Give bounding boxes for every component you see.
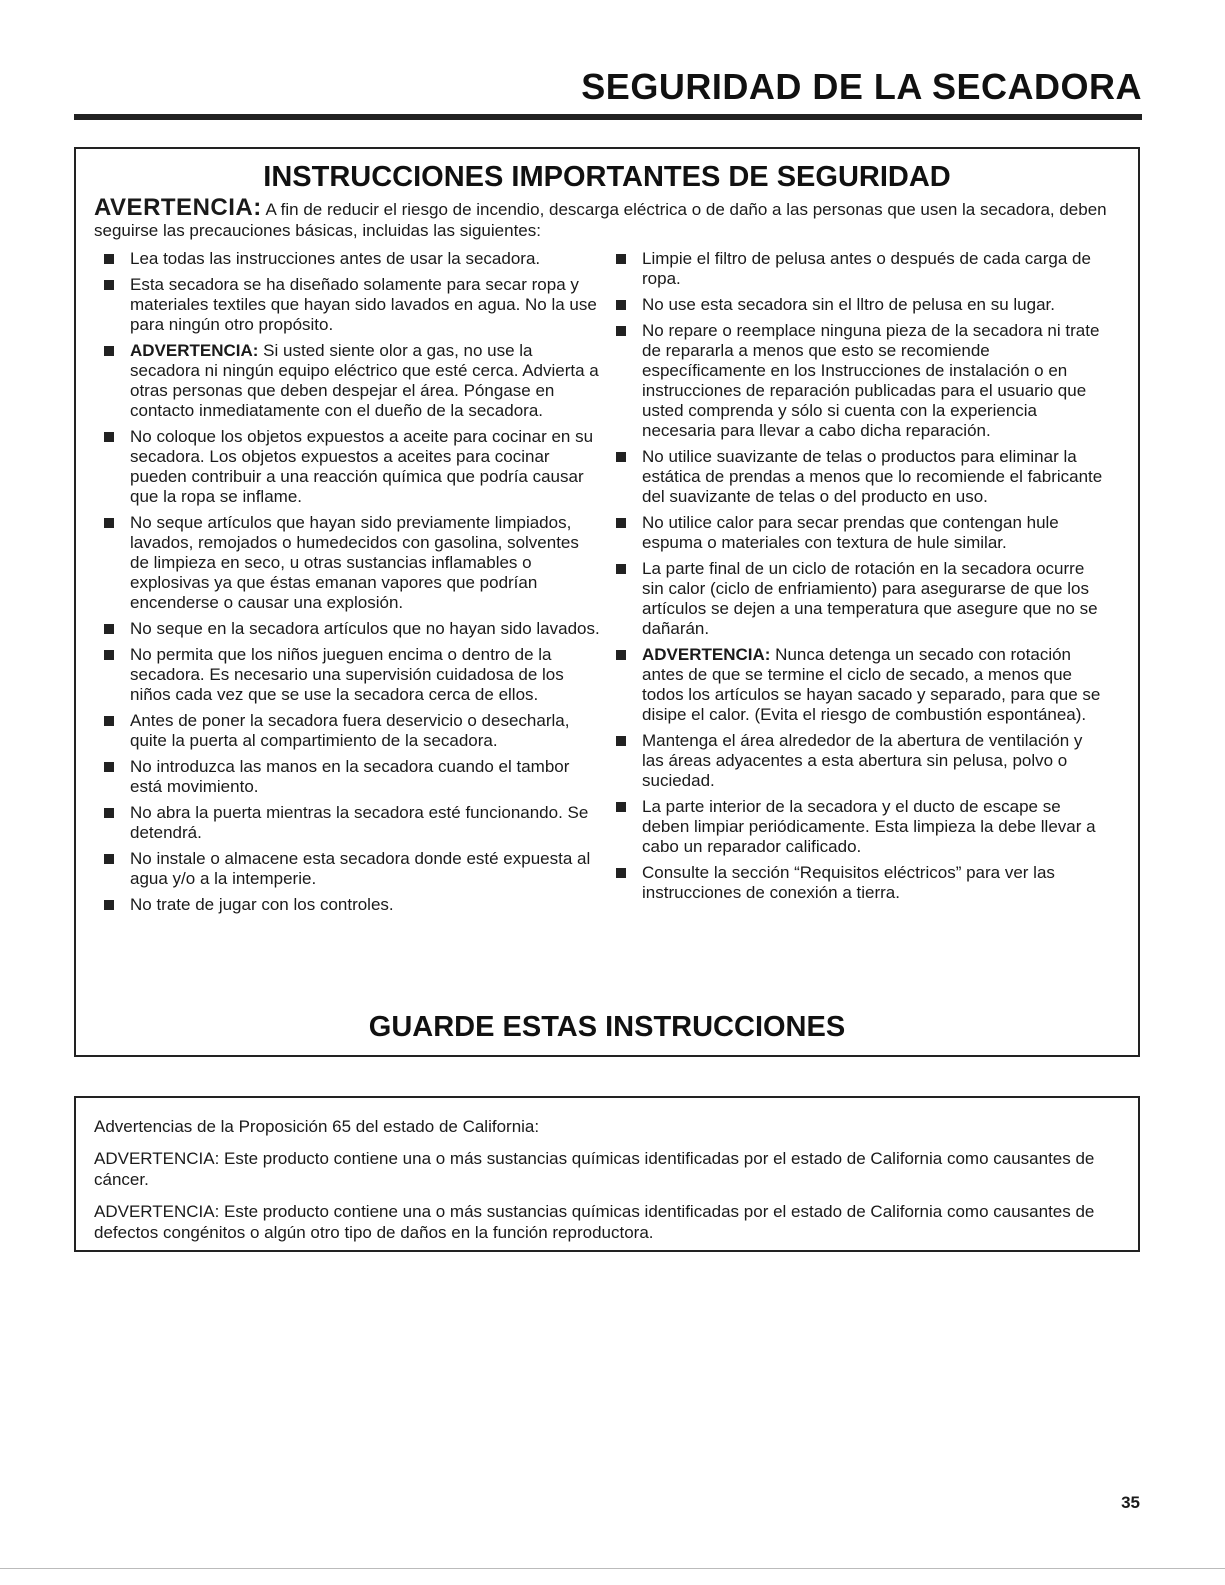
instruction-text: No abra la puerta mientras la secadora esté funcionando. Se detendrá. (130, 803, 589, 842)
instruction-text: Esta secadora se ha diseñado solamente para secar ropa y materiales textiles que hayan sido lavados en agua. No la use para ningún otro propósito. (130, 275, 597, 334)
instruction-item (104, 645, 600, 705)
instruction-text: No trate de jugar con los controles. (130, 895, 394, 914)
instruction-text: No utilice suavizante de telas o productos para eliminar la estática de prendas a menos que lo recomiende el fabricante del suavizante de telas o del producto en uso. (642, 447, 1103, 506)
instruction-item (616, 559, 1106, 639)
instruction-item (104, 619, 600, 639)
instruction-text: La parte final de un ciclo de rotación en la secadora ocurre sin calor (ciclo de enfriamiento) para asegurarse de que los artículos se dejen a una temperatura que asegure que no se dañarán. (642, 559, 1098, 638)
instruction-text: Si usted siente olor a gas, no use la secadora ni ningún equipo eléctrico que esté cerca. Advierta a otras personas que deben despejar el área. Póngase en contacto inmediatamente con el dueño de la secadora. (130, 341, 599, 420)
instruction-item (616, 731, 1106, 791)
instruction-text: La parte interior de la secadora y el ducto de escape se deben limpiar periódicamente. Esta limpieza la debe llevar a cabo un reparador calificado. (642, 797, 1096, 856)
instruction-item (104, 275, 600, 335)
instruction-item (104, 757, 600, 797)
instruction-item (616, 797, 1106, 857)
instruction-text: Nunca detenga un secado con rotación antes de que se termine el ciclo de secado, a menos que todos los artículos se hayan sacado y separado, para que se disipe el calor. (Evita el riesgo de combustión espontánea). (642, 645, 1101, 724)
instruction-item (104, 711, 600, 751)
instruction-text: No permita que los niños jueguen encima o dentro de la secadora. Es necesario una supervisión cuidadosa de los niños cada vez que se use la secadora cerca de ellos. (130, 645, 564, 704)
instruction-text: Mantenga el área alrededor de la abertura de ventilación y las áreas adyacentes a esta abertura sin pelusa, polvo o suciedad. (642, 731, 1083, 790)
instruction-item (616, 645, 1106, 725)
safety-instructions-box (74, 147, 1140, 1057)
instruction-item (104, 513, 600, 613)
instruction-item (616, 513, 1106, 553)
instruction-text: No coloque los objetos expuestos a aceite para cocinar en su secadora. Los objetos expuestos a aceites para cocinar pueden contribuir a una reacción química que podría causar que la ropa se inflame. (130, 427, 594, 506)
instruction-text: No seque artículos que hayan sido previamente limpiados, lavados, remojados o humedecidos con gasolina, solventes de limpieza en seco, u otras sustancias inflamables o explosivas ya que éstas emanan vapores que podrían encenderse o causar una explosión. (130, 513, 579, 612)
instruction-text: No repare o reemplace ninguna pieza de la secadora ni trate de repararla a menos que esto se recomiende específicamente en los Instrucciones de instalación o en instrucciones de reparación publicadas para el usuario que usted comprenda y sólo si cuenta con la experiencia necesaria para llevar a cabo dicha reparación. (642, 321, 1100, 440)
instruction-text: Consulte la sección “Requisitos eléctricos” para ver las instrucciones de conexión a tierra. (642, 863, 1055, 902)
warning-label: AVERTENCIA: (94, 194, 262, 221)
page-title: SEGURIDAD DE LA SECADORA (581, 66, 1142, 107)
instruction-item (104, 803, 600, 843)
instruction-text: No utilice calor para secar prendas que contengan hule espuma o materiales con textura de hule similar. (642, 513, 1059, 552)
instruction-item (616, 321, 1106, 441)
safety-heading: INSTRUCCIONES IMPORTANTES DE SEGURIDAD (263, 161, 951, 193)
instruction-item (104, 849, 600, 889)
page-number: 35 (1121, 1493, 1140, 1512)
prop65-cancer-warning: ADVERTENCIA: Este producto contiene una o más sustancias químicas identificadas por el estado de California como causantes de cáncer. (94, 1149, 1095, 1189)
warning-intro (94, 194, 1108, 241)
instruction-text: No instale o almacene esta secadora donde esté expuesta al agua y/o a la intemperie. (130, 849, 591, 888)
left-instruction-list (104, 249, 600, 921)
instruction-item (104, 249, 600, 269)
right-instruction-list (616, 249, 1106, 909)
instruction-lead: ADVERTENCIA: (130, 341, 259, 360)
instruction-item (616, 447, 1106, 507)
save-instructions-heading: GUARDE ESTAS INSTRUCCIONES (368, 1011, 846, 1043)
warning-text: A fin de reducir el riesgo de incendio, descarga eléctrica o de daño a las personas que usen la secadora, deben seguirse las precauciones básicas, incluidas las siguientes: (94, 200, 1107, 240)
bottom-rule (0, 1568, 1225, 1569)
instruction-item (616, 863, 1106, 903)
instruction-lead: ADVERTENCIA: (642, 645, 771, 664)
instruction-text: No use esta secadora sin el lltro de pelusa en su lugar. (642, 295, 1055, 314)
instruction-item (104, 341, 600, 421)
prop65-box (74, 1096, 1140, 1252)
title-rule (74, 114, 1142, 120)
prop65-reproductive-warning: ADVERTENCIA: Este producto contiene una o más sustancias químicas identificadas por el estado de California como causantes de defectos congénitos o algún otro tipo de daños en la función reproductora. (94, 1202, 1095, 1242)
instruction-text: Limpie el filtro de pelusa antes o después de cada carga de ropa. (642, 249, 1091, 288)
prop65-title: Advertencias de la Proposición 65 del estado de California: (94, 1117, 540, 1136)
instruction-item (104, 427, 600, 507)
instruction-item (616, 295, 1106, 315)
instruction-text: No seque en la secadora artículos que no hayan sido lavados. (130, 619, 600, 638)
instruction-item (616, 249, 1106, 289)
instruction-item (104, 895, 600, 915)
instruction-text: Lea todas las instrucciones antes de usar la secadora. (130, 249, 541, 268)
instruction-text: No introduzca las manos en la secadora cuando el tambor está movimiento. (130, 757, 570, 796)
instruction-text: Antes de poner la secadora fuera deservicio o desecharla, quite la puerta al compartimiento de la secadora. (130, 711, 570, 750)
